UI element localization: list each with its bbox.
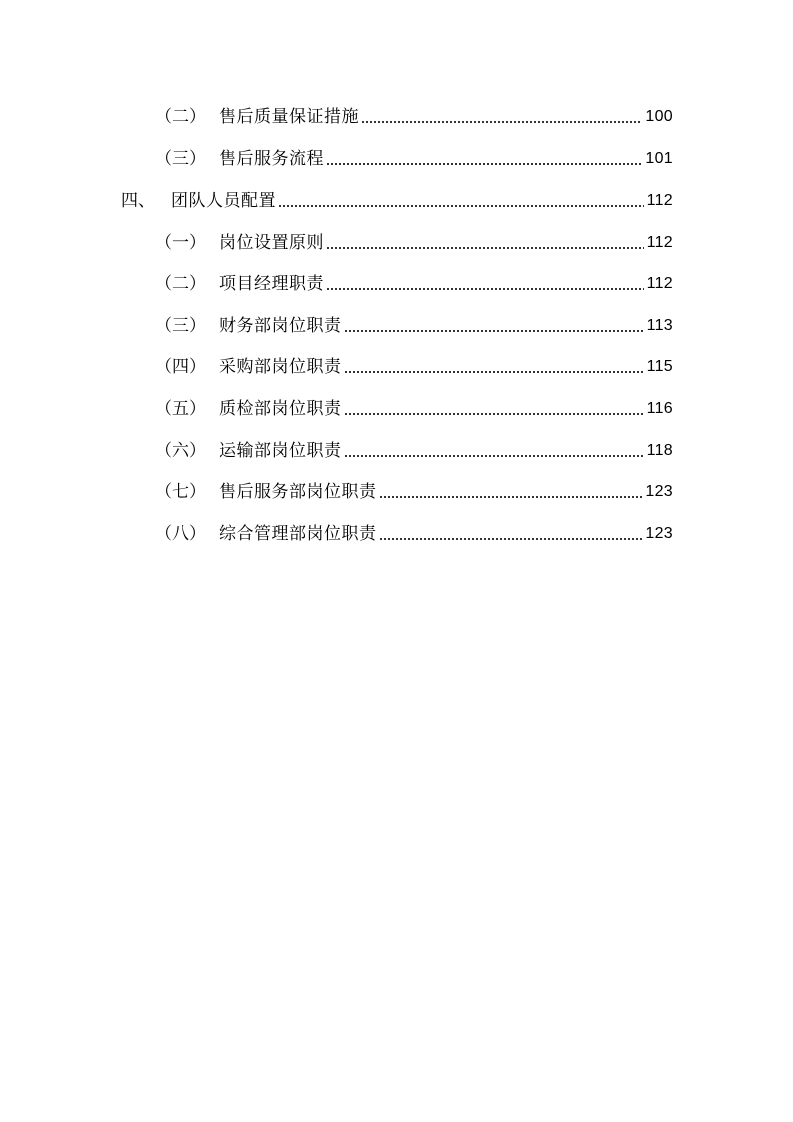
toc-entry-number: （二） xyxy=(155,274,206,294)
toc-entry-number: （六） xyxy=(155,441,206,461)
toc-entry-title: 售后服务部岗位职责 xyxy=(219,482,377,502)
dot-leader xyxy=(379,496,643,498)
dot-leader xyxy=(326,288,644,290)
toc-entry-number: （七） xyxy=(155,482,206,502)
toc-entry[interactable] xyxy=(155,309,673,337)
toc-entry[interactable] xyxy=(155,392,673,420)
toc-entry-title: 售后服务流程 xyxy=(219,149,324,169)
toc-entry-number: （三） xyxy=(155,316,206,336)
toc-entry[interactable] xyxy=(155,142,673,170)
toc-entry[interactable] xyxy=(121,184,673,212)
dot-leader xyxy=(278,205,644,207)
toc-entry[interactable] xyxy=(155,517,673,545)
toc-entry-number: （二） xyxy=(155,107,206,127)
toc-entry-number: （八） xyxy=(155,524,206,544)
dot-leader xyxy=(361,121,642,123)
toc-entry-page: 118 xyxy=(646,442,673,459)
toc-entry-page: 112 xyxy=(646,234,673,251)
toc-entry-number: 四、 xyxy=(121,191,155,211)
toc-entry[interactable] xyxy=(155,267,673,295)
toc-entry-title: 综合管理部岗位职责 xyxy=(219,524,377,544)
toc-entry-title: 售后质量保证措施 xyxy=(219,107,359,127)
toc-entry[interactable] xyxy=(155,226,673,254)
toc-entry[interactable] xyxy=(155,434,673,462)
toc-entry-number: （三） xyxy=(155,149,206,169)
toc-entry-title: 采购部岗位职责 xyxy=(219,357,342,377)
toc-entry-page: 112 xyxy=(646,192,673,209)
dot-leader xyxy=(326,163,642,165)
toc-entry-title: 岗位设置原则 xyxy=(219,233,324,253)
toc-entry[interactable] xyxy=(155,100,673,128)
toc-entry-page: 123 xyxy=(645,483,673,500)
toc-entry-page: 123 xyxy=(645,525,673,542)
toc-entry-page: 116 xyxy=(646,400,673,417)
toc-entry-number: （四） xyxy=(155,357,206,377)
toc-entry[interactable] xyxy=(155,475,673,503)
dot-leader xyxy=(344,330,644,332)
toc-entry-page: 101 xyxy=(645,150,673,167)
toc-entry-number: （五） xyxy=(155,399,206,419)
dot-leader xyxy=(379,538,643,540)
toc-entry-title: 运输部岗位职责 xyxy=(219,441,342,461)
toc-entry-page: 100 xyxy=(645,108,673,125)
toc-entry-title: 质检部岗位职责 xyxy=(219,399,342,419)
toc-entry-page: 113 xyxy=(646,317,673,334)
dot-leader xyxy=(344,371,644,373)
toc-entry-title: 财务部岗位职责 xyxy=(219,316,342,336)
toc-entry-page: 115 xyxy=(646,358,673,375)
dot-leader xyxy=(344,413,644,415)
toc-entry-title: 团队人员配置 xyxy=(171,191,276,211)
toc-entry[interactable] xyxy=(155,350,673,378)
dot-leader xyxy=(326,247,644,249)
toc-entry-page: 112 xyxy=(646,275,673,292)
dot-leader xyxy=(344,455,644,457)
toc-entry-number: （一） xyxy=(155,233,206,253)
toc-entry-title: 项目经理职责 xyxy=(219,274,324,294)
